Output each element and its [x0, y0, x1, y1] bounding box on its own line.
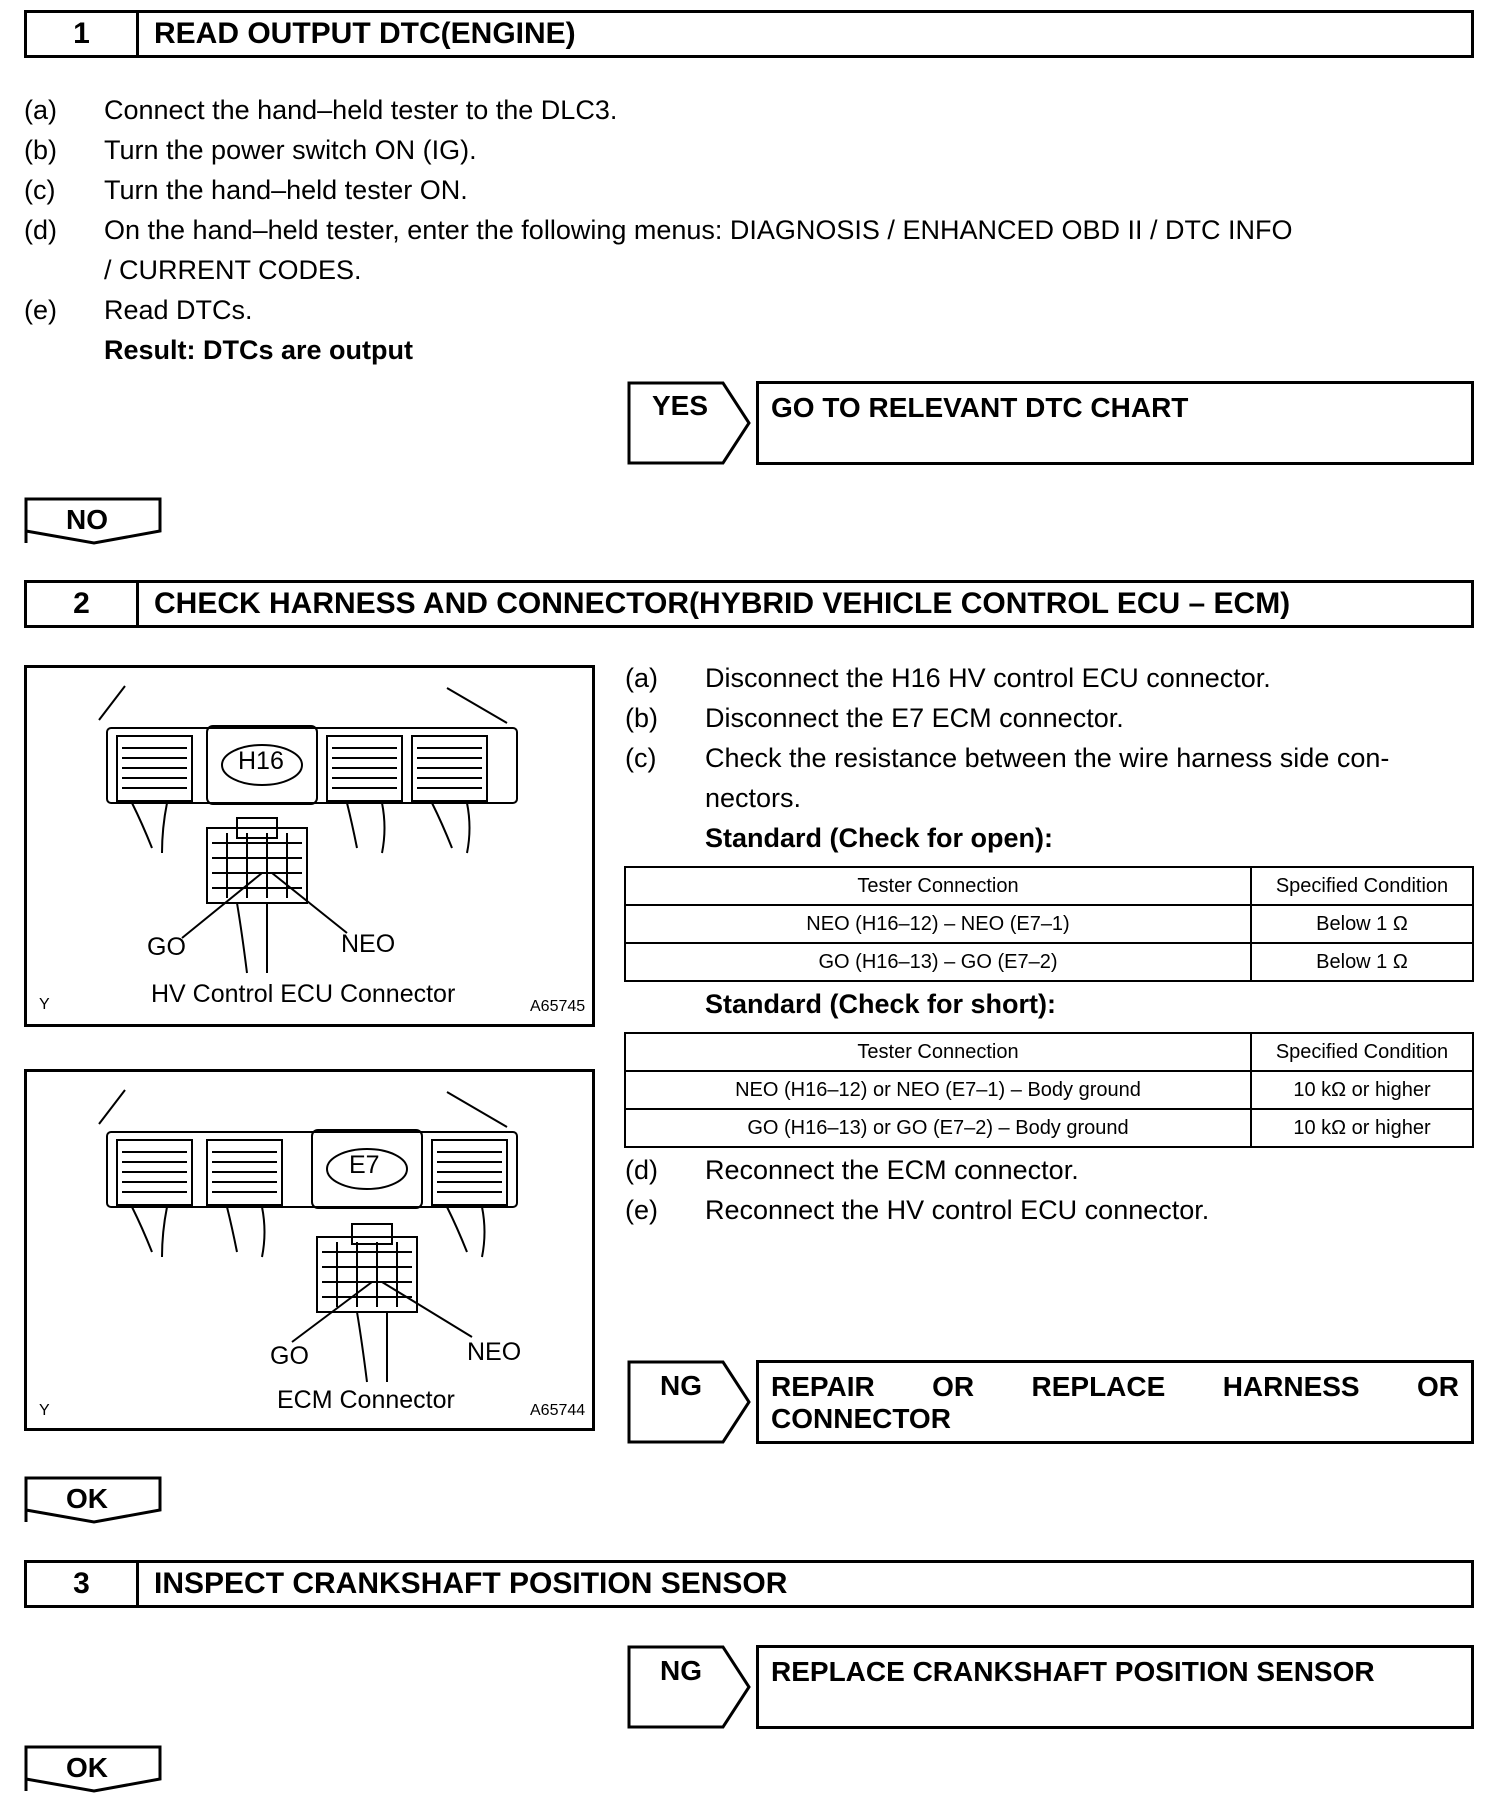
hv-ecu-connector-drawing — [27, 668, 592, 1024]
ng-action-word: OR — [932, 1371, 975, 1402]
step-3-header — [24, 1560, 1474, 1608]
table-row — [625, 943, 1473, 981]
figure-code: A65744 — [530, 1402, 586, 1419]
standard-short-label: Standard (Check for short): — [705, 989, 1057, 1019]
table-row — [625, 905, 1473, 943]
table-row — [625, 1071, 1473, 1109]
table-header-row — [625, 867, 1473, 905]
table-header: Specified Condition — [1251, 867, 1473, 905]
step-title: READ OUTPUT DTC(ENGINE) — [154, 17, 576, 50]
table-header: Specified Condition — [1251, 1033, 1473, 1071]
table-cell: GO (H16–13) – GO (E7–2) — [625, 943, 1251, 981]
table-cell: Below 1 Ω — [1251, 943, 1473, 981]
step-number: 1 — [27, 13, 139, 55]
step-number: 2 — [27, 583, 139, 625]
step-title: CHECK HARNESS AND CONNECTOR(HYBRID VEHICLE CONTROL ECU – ECM) — [154, 587, 1291, 620]
figure-caption: ECM Connector — [277, 1386, 455, 1414]
figure-corner-mark: Y — [39, 996, 50, 1013]
connector-tag: H16 — [238, 747, 284, 775]
item-text: Reconnect the HV control ECU connector. — [705, 1195, 1210, 1225]
ng-action-line2: CONNECTOR — [771, 1403, 951, 1434]
item-text: Connect the hand–held tester to the DLC3. — [104, 95, 618, 125]
figure-caption: HV Control ECU Connector — [151, 980, 456, 1008]
ng-action-line1 — [771, 1371, 1459, 1403]
table-header: Tester Connection — [625, 1033, 1251, 1071]
item-label: (c) — [24, 175, 56, 205]
item-text: Reconnect the ECM connector. — [705, 1155, 1079, 1185]
item-label: (b) — [625, 703, 658, 733]
ng-action-box — [756, 1360, 1474, 1444]
go-callout: GO — [147, 933, 186, 961]
table-cell: 10 kΩ or higher — [1251, 1109, 1473, 1147]
neo-callout: NEO — [467, 1338, 522, 1366]
ng-action-word: REPLACE — [1031, 1371, 1166, 1402]
ng-label: NG — [660, 1655, 702, 1686]
result-text: Result: DTCs are output — [104, 335, 414, 365]
item-text: Turn the power switch ON (IG). — [104, 135, 477, 165]
yes-label: YES — [652, 390, 709, 421]
figure-code: A65745 — [530, 998, 586, 1015]
item-text: On the hand–held tester, enter the following menus: DIAGNOSIS / ENHANCED OBD II / DTC INFO — [104, 215, 1293, 245]
table-cell: NEO (H16–12) – NEO (E7–1) — [625, 905, 1251, 943]
ok-label: OK — [66, 1483, 108, 1514]
no-label: NO — [66, 504, 108, 535]
ng-label: NG — [660, 1370, 702, 1401]
item-text: Turn the hand–held tester ON. — [104, 175, 468, 205]
ng-action-word: OR — [1417, 1371, 1459, 1402]
item-label: (d) — [24, 215, 57, 245]
step-title: INSPECT CRANKSHAFT POSITION SENSOR — [154, 1567, 788, 1600]
connector-tag: E7 — [349, 1151, 380, 1179]
ok-label: OK — [66, 1752, 108, 1783]
item-label: (a) — [24, 95, 57, 125]
step-1-header — [24, 10, 1474, 58]
item-label: (e) — [24, 295, 57, 325]
table-cell: GO (H16–13) or GO (E7–2) – Body ground — [625, 1109, 1251, 1147]
ng-action-box — [756, 1645, 1474, 1729]
figure-corner-mark: Y — [39, 1402, 50, 1419]
item-text: Check the resistance between the wire harness side con- — [705, 743, 1390, 773]
item-text: Disconnect the H16 HV control ECU connector. — [705, 663, 1271, 693]
ng-action-word: REPAIR — [771, 1371, 875, 1402]
item-label: (d) — [625, 1155, 658, 1185]
table-header-row — [625, 1033, 1473, 1071]
table-check-short — [624, 1032, 1474, 1148]
item-label: (b) — [24, 135, 57, 165]
step-2-header — [24, 580, 1474, 628]
item-label: (c) — [625, 743, 657, 773]
item-text-continued: / CURRENT CODES. — [104, 255, 362, 285]
ng-action-word: HARNESS — [1222, 1371, 1360, 1402]
table-cell: NEO (H16–12) or NEO (E7–1) – Body ground — [625, 1071, 1251, 1109]
item-text-continued: nectors. — [705, 783, 802, 813]
neo-callout: NEO — [341, 930, 396, 958]
table-row — [625, 1109, 1473, 1147]
item-label: (e) — [625, 1195, 658, 1225]
item-label: (a) — [625, 663, 658, 693]
figure-hv-ecu-connector — [24, 665, 595, 1027]
ecm-connector-drawing — [27, 1072, 592, 1428]
yes-action-text: GO TO RELEVANT DTC CHART — [771, 392, 1189, 423]
item-text: Disconnect the E7 ECM connector. — [705, 703, 1124, 733]
table-check-open — [624, 866, 1474, 982]
yes-action-box — [756, 381, 1474, 465]
ng-action-text: REPLACE CRANKSHAFT POSITION SENSOR — [771, 1656, 1375, 1687]
go-callout: GO — [270, 1342, 309, 1370]
figure-ecm-connector — [24, 1069, 595, 1431]
table-header: Tester Connection — [625, 867, 1251, 905]
step-number: 3 — [27, 1563, 139, 1605]
table-cell: Below 1 Ω — [1251, 905, 1473, 943]
table-cell: 10 kΩ or higher — [1251, 1071, 1473, 1109]
standard-open-label: Standard (Check for open): — [705, 823, 1054, 853]
item-text: Read DTCs. — [104, 295, 253, 325]
